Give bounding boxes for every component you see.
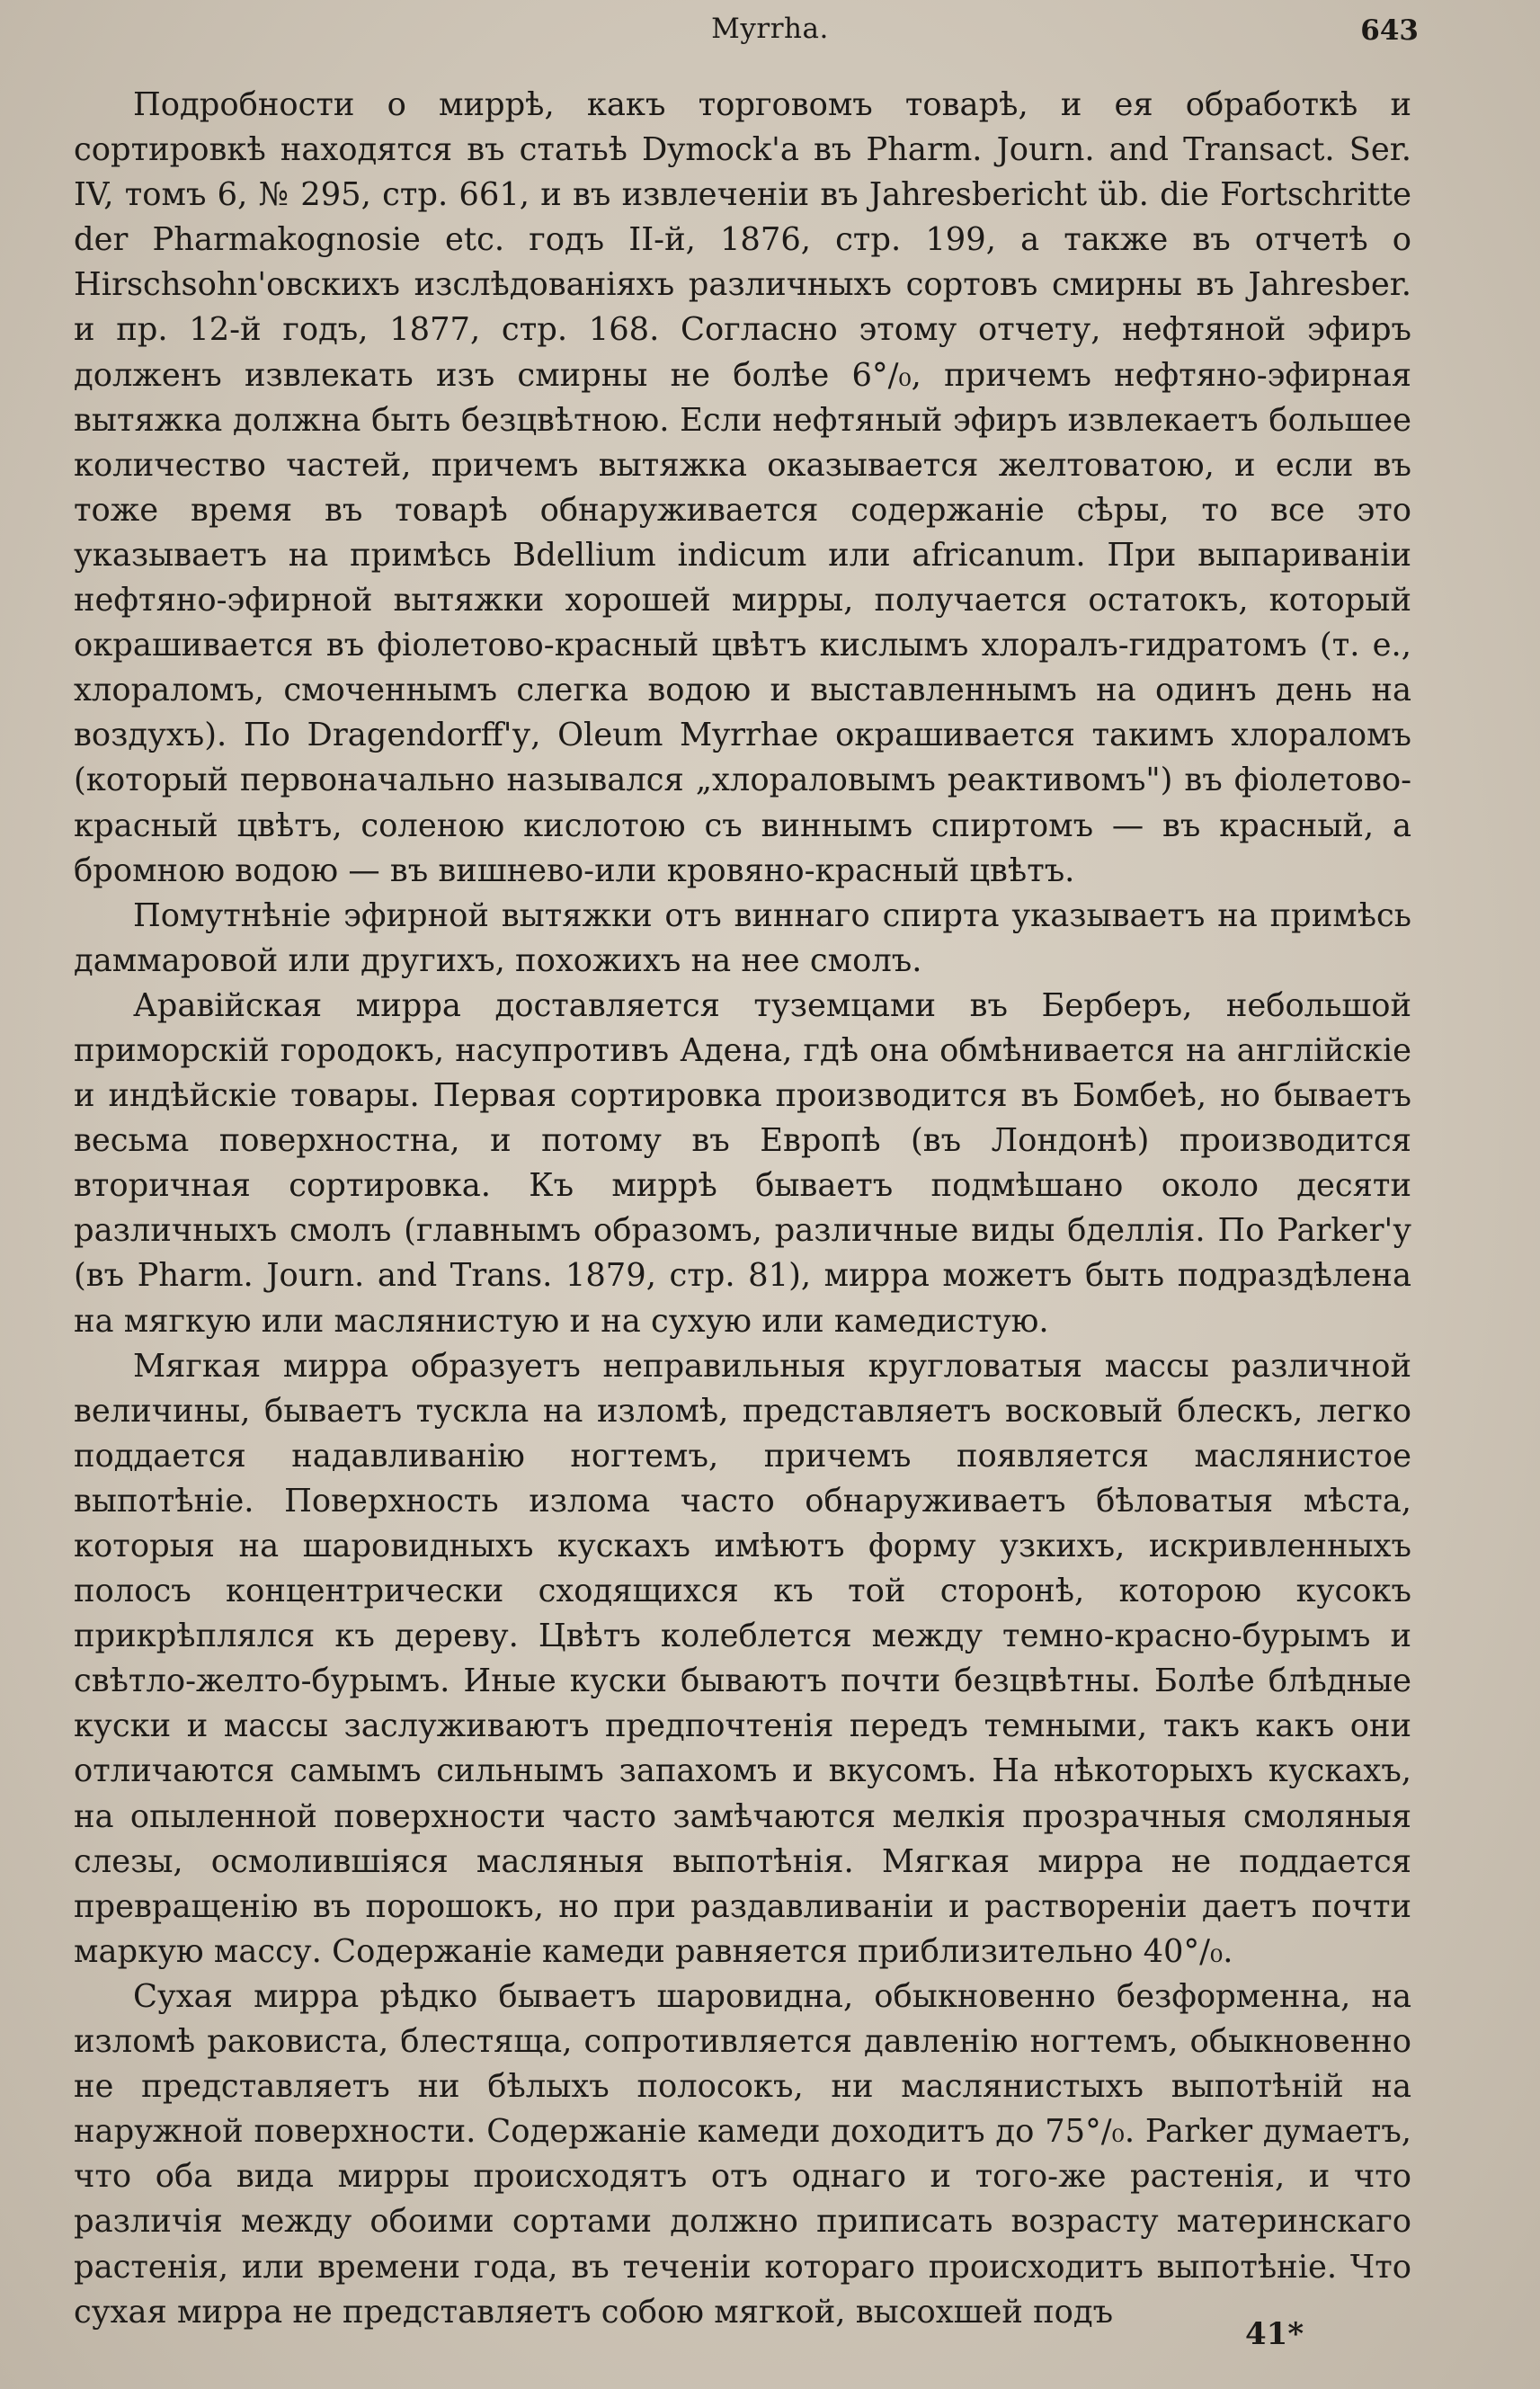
page-header (0, 13, 1540, 49)
paragraph-5: Сухая мирра рѣдко бываетъ шаровидна, обыкновенно безформенна, на изломѣ раковиста, блестяща, сопротивляется давленію ногтемъ, обыкновенно не представляетъ ни бѣлыхъ полосокъ, ни маслянистыхъ выпотѣній на наружной поверхности. Содержаніе камеди доходитъ до 75°/₀. Parker думаетъ, что оба вида мирры происходятъ отъ однаго и того-же растенія, и что различія между обоими сортами должно приписать возрасту материнскаго растенія, или времени года, въ теченіи котораго происходитъ выпотѣніе. Что сухая мирра не представляетъ собою мягкой, высохшей подъ (74, 1977, 1411, 2331)
paragraph-3: Аравійская мирра доставляется туземцами въ Берберъ, небольшой приморскій городокъ, насупротивъ Адена, гдѣ она обмѣнивается на англійскіе и индѣйскіе товары. Первая сортировка производится въ Бомбеѣ, но бываетъ весьма поверхностна, и потому въ Европѣ (въ Лондонѣ) производится вторичная сортировка. Къ миррѣ бываетъ подмѣшано около десяти различныхъ смолъ (главнымъ образомъ, различные виды бделлія. По Parker'у (въ Pharm. Journ. and Trans. 1879, стр. 81), мирра можетъ быть подраздѣлена на мягкую или маслянистую и на сухую или камедистую. (74, 986, 1411, 1340)
body-text (74, 83, 1411, 2335)
paragraph-2: Помутнѣніе эфирной вытяжки отъ виннаго спирта указываетъ на примѣсь даммаровой или другихъ, похожихъ на нее смолъ. (74, 896, 1411, 979)
signature-mark: 41* (1245, 2316, 1304, 2352)
page-number: 643 (1360, 14, 1419, 47)
paragraph-1: Подробности о миррѣ, какъ торговомъ товарѣ, и ея обработкѣ и сортировкѣ находятся въ статьѣ Dymock'а въ Pharm. Journ. and Transact. Ser. IV, томъ 6, № 295, стр. 661, и въ извлеченіи въ Jahresbericht üb. die Fortschritte der Pharmakognosie etc. годъ II-й, 1876, стр. 199, а также въ отчетѣ о Hirschsohn'овскихъ изслѣдованіяхъ различныхъ сортовъ смирны въ Jahresber. и пр. 12-й годъ, 1877, стр. 168. Согласно этому отчету, нефтяной эфиръ долженъ извлекать изъ смирны не болѣе 6°/₀, причемъ нефтяно-эфирная вытяжка должна быть безцвѣтною. Если нефтяный эфиръ извлекаетъ большее количество частей, причемъ вытяжка оказывается желтоватою, и если въ тоже время въ товарѣ обнаруживается содержаніе сѣры, то все это указываетъ на примѣсь Bdellium indicum или africanum. При выпариваніи нефтяно-эфирной вытяжки хорошей мирры, получается остатокъ, который окрашивается въ фіолетово-красный цвѣтъ кислымъ хлоралъ-гидратомъ (т. е., хлораломъ, смоченнымъ слегка водою и выставленнымъ на одинъ день на воздухъ). По Dragendorff'у, Oleum Myrrhae окрашивается такимъ хлораломъ (который первоначально назывался „хлораловымъ реактивомъ") въ фіолетово-красный цвѣтъ, соленою кислотою съ виннымъ спиртомъ — въ красный, а бромною водою — въ вишнево-или кровяно-красный цвѣтъ. (74, 86, 1411, 889)
paragraph-4: Мягкая мирра образуетъ неправильныя кругловатыя массы различной величины, бываетъ тускла на изломѣ, представляетъ восковый блескъ, легко поддается надавливанію ногтемъ, причемъ появляется маслянистое выпотѣніе. Поверхность излома часто обнаруживаетъ бѣловатыя мѣста, которыя на шаровидныхъ кускахъ имѣютъ форму узкихъ, искривленныхъ полосъ концентрически сходящихся къ той сторонѣ, которою кусокъ прикрѣплялся къ дереву. Цвѣтъ колеблется между темно-красно-бурымъ и свѣтло-желто-бурымъ. Иные куски бываютъ почти безцвѣтны. Болѣе блѣдные куски и массы заслуживаютъ предпочтенія передъ темными, такъ какъ они отличаются самымъ сильнымъ запахомъ и вкусомъ. На нѣкоторыхъ кускахъ, на опыленной поверхности часто замѣчаются мелкія прозрачныя смоляныя слезы, осмолившіяся масляныя выпотѣнія. Мягкая мирра не поддается превращенію въ порошокъ, но при раздавливаніи и раствореніи даетъ почти маркую массу. Содержаніе камеди равняется приблизительно 40°/₀. (74, 1347, 1411, 1970)
running-title: Myrrha. (711, 13, 829, 45)
